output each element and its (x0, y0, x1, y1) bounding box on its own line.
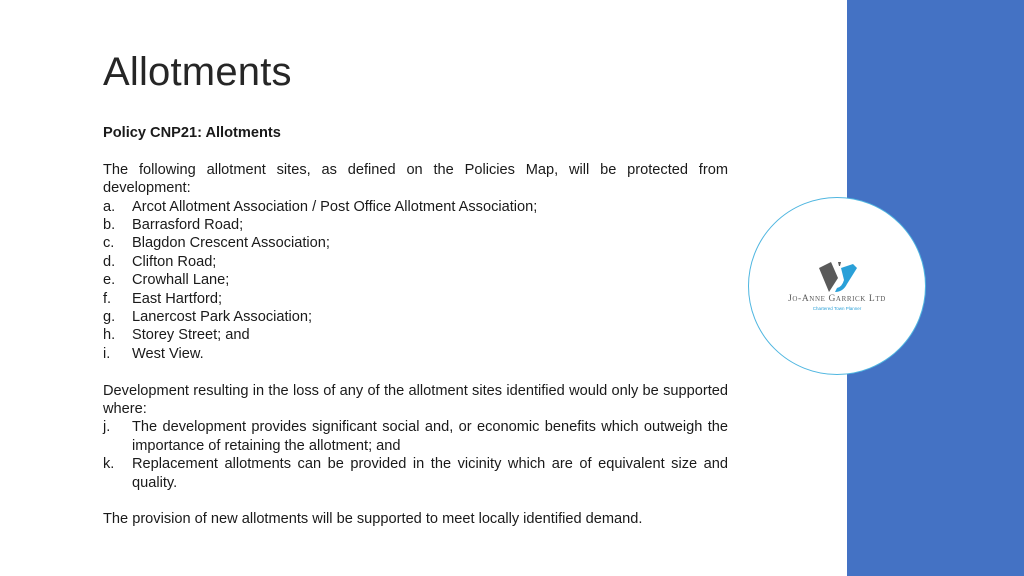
intro-paragraph: The following allotment sites, as defined on the Policies Map, will be protected from development: (103, 161, 728, 197)
list-item (103, 345, 728, 363)
list-item (103, 418, 728, 455)
list-marker: h. (103, 327, 116, 344)
policy-heading: Policy CNP21: Allotments (103, 125, 281, 141)
list-item (103, 216, 728, 234)
list-item (103, 455, 728, 492)
list-item-text: Storey Street; and (132, 327, 250, 344)
company-logo-badge (748, 197, 926, 375)
list-item (103, 271, 728, 289)
list-marker: j. (103, 419, 111, 436)
list-marker: b. (103, 217, 116, 234)
list-item (103, 234, 728, 252)
list-item (103, 290, 728, 308)
list-item-text: Arcot Allotment Association / Post Office Allotment Association; (132, 198, 538, 215)
list-item-text: Clifton Road; (132, 253, 217, 270)
closing-paragraph: The provision of new allotments will be supported to meet locally identified demand. (103, 511, 643, 528)
page-title: Allotments (103, 50, 292, 94)
policy-content (103, 124, 728, 529)
list-marker: k. (103, 456, 115, 473)
logo-company-name: Jo-Anne Garrick Ltd (788, 294, 886, 304)
list-item (103, 198, 728, 216)
list-item-text: Blagdon Crescent Association; (132, 235, 330, 252)
list-marker: c. (103, 235, 115, 252)
diamond-j-logo-icon (817, 260, 859, 296)
conditions-list (103, 418, 728, 492)
list-item-text: East Hartford; (132, 290, 223, 307)
list-marker: f. (103, 290, 112, 307)
list-item-text: Crowhall Lane; (132, 272, 230, 289)
list-item-text: Lanercost Park Association; (132, 309, 313, 326)
allotment-sites-list (103, 198, 728, 364)
list-item (103, 308, 728, 326)
list-marker: g. (103, 309, 116, 326)
list-item-text: Replacement allotments can be provided in the vicinity which are of equivalent size and quality. (132, 456, 728, 491)
list-item-text: Barrasford Road; (132, 217, 244, 234)
list-marker: i. (103, 345, 111, 362)
list-item (103, 253, 728, 271)
logo-tagline: Chartered Town Planner (812, 306, 862, 311)
list-item-text: West View. (132, 345, 204, 362)
list-item (103, 326, 728, 344)
list-marker: e. (103, 272, 116, 289)
development-paragraph: Development resulting in the loss of any of the allotment sites identified would only be supported where: (103, 382, 728, 418)
list-marker: a. (103, 198, 116, 215)
list-item-text: The development provides significant social and, or economic benefits which outweigh the importance of retaining the allotment; and (132, 419, 728, 454)
list-marker: d. (103, 253, 116, 270)
